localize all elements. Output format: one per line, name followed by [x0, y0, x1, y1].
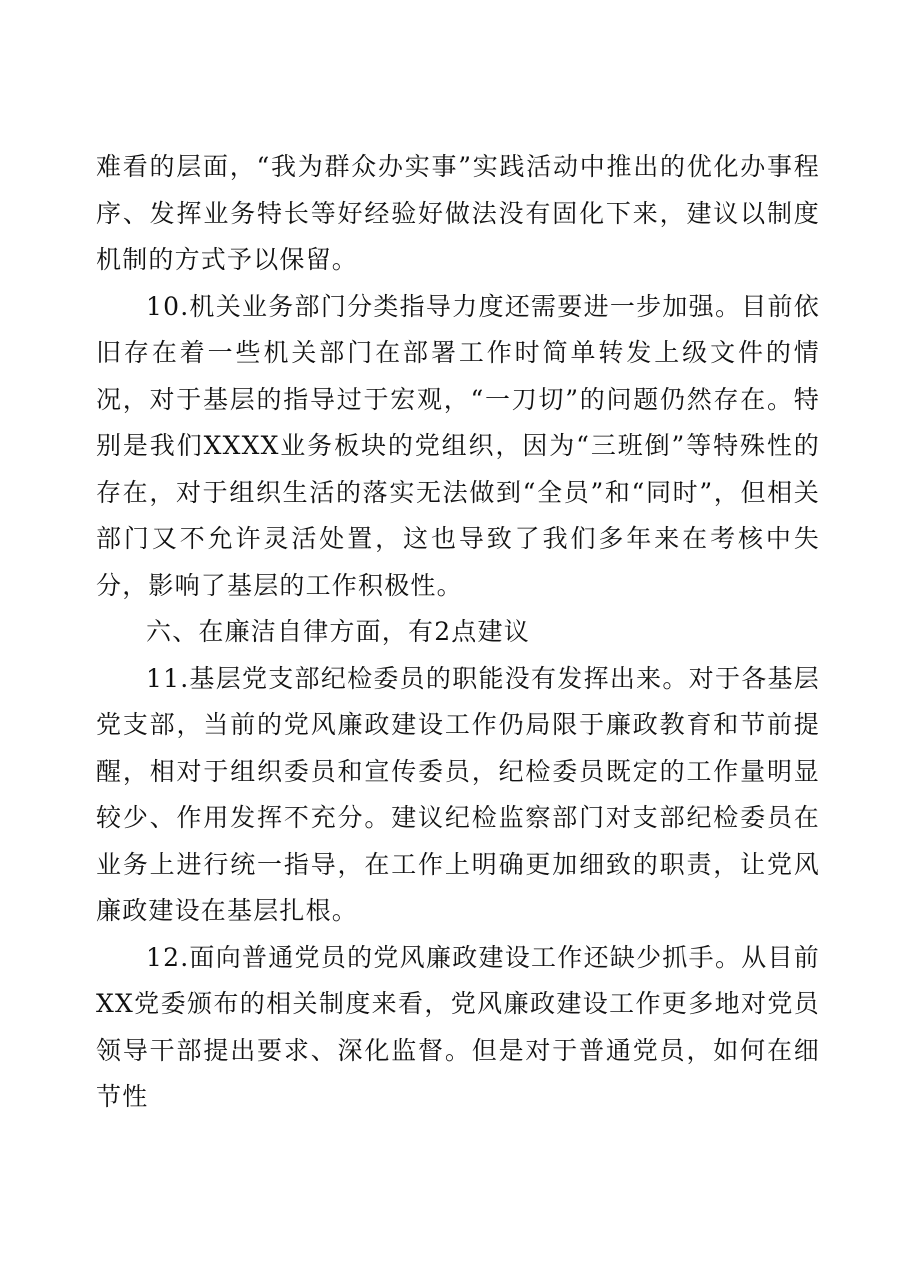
paragraph-continuation: 难看的层面，“我为群众办实事”实践活动中推出的优化办事程序、发挥业务特长等好经验好做法没有固化下来，建议以制度机制的方式予以保留。 — [96, 152, 820, 274]
document-body — [96, 144, 820, 1121]
paragraph-item-12: 12.面向普通党员的党风廉政建设工作还缺少抓手。从目前XX党委颁布的相关制度来看，党风廉政建设工作更多地对党员领导干部提出要求、深化监督。但是对于普通党员，如何在细节性 — [96, 942, 820, 1111]
paragraph-item-10: 10.机关业务部门分类指导力度还需要进一步加强。目前依旧存在着一些机关部门在部署工作时简单转发上级文件的情况，对于基层的指导过于宏观，“一刀切”的问题仍然存在。特别是我们XXXX业务板块的党组织，因为“三班倒”等特殊性的存在，对于组织生活的落实无法做到“全员”和“同时”，但相关部门又不允许灵活处置，这也导致了我们多年来在考核中失分，影响了基层的工作积极性。 — [96, 291, 820, 600]
paragraph-item-11: 11.基层党支部纪检委员的职能没有发挥出来。对于各基层党支部，当前的党风廉政建设工作仍局限于廉政教育和节前提醒，相对于组织委员和宣传委员，纪检委员既定的工作量明显较少、作用发挥不充分。建议纪检监察部门对支部纪检委员在业务上进行统一指导，在工作上明确更加细致的职责，让党风廉政建设在基层扎根。 — [96, 663, 820, 925]
section-heading-6: 六、在廉洁自律方面，有2点建议 — [146, 617, 530, 646]
